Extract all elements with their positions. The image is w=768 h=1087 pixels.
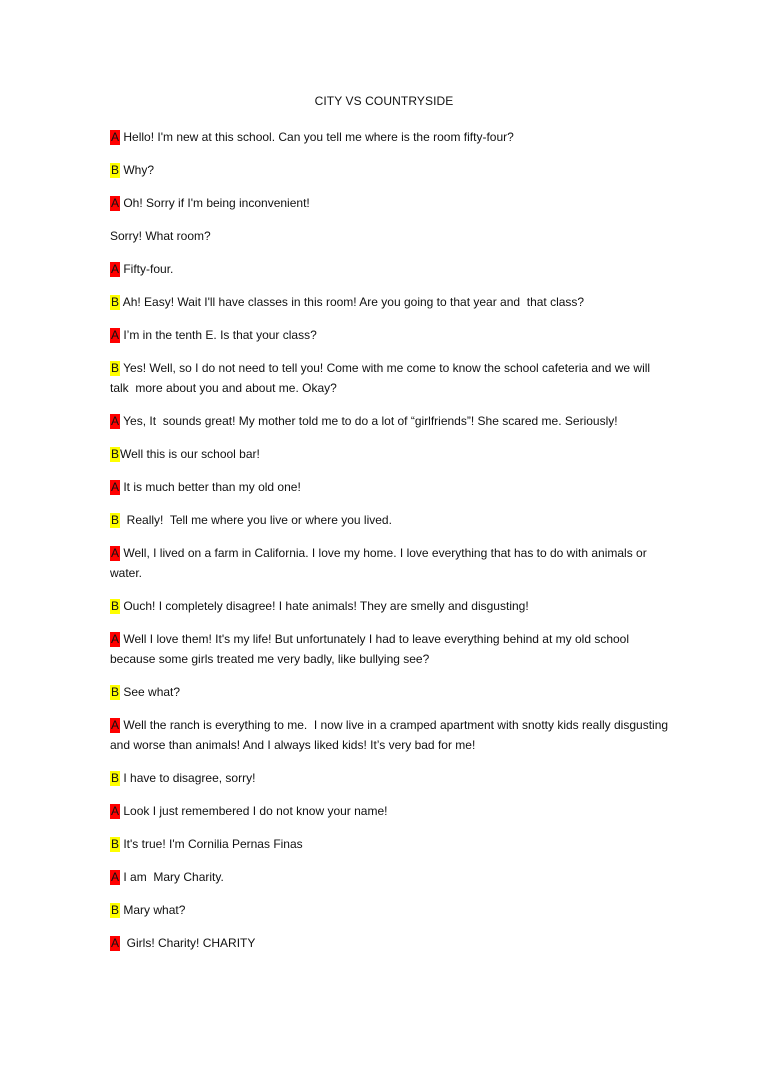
dialogue-text: Ah! Easy! Wait I'll have classes in this room! Are you going to that year and that class? <box>120 295 585 309</box>
speaker-label-a: A <box>111 632 120 646</box>
dialogue-turn <box>110 411 670 431</box>
dialogue-turn <box>110 682 670 702</box>
dialogue-text: Girls! Charity! CHARITY <box>120 936 256 950</box>
dialogue-turn <box>110 477 670 497</box>
dialogue-turn <box>110 900 670 920</box>
speaker-label-a: A <box>111 130 120 144</box>
speaker-label-b: B <box>111 295 120 309</box>
dialogue-turn <box>110 834 670 854</box>
dialogue-text: Really! Tell me where you live or where you lived. <box>120 513 392 527</box>
dialogue-turn <box>110 596 670 616</box>
speaker-label-b: B <box>111 599 120 613</box>
dialogue-turn <box>110 160 670 180</box>
dialogue-text: Oh! Sorry if I'm being inconvenient! <box>120 196 310 210</box>
speaker-label-b: B <box>111 903 120 917</box>
dialogue-text: Fifty-four. <box>120 262 174 276</box>
dialogue-turn <box>110 867 670 887</box>
speaker-label-a: A <box>111 546 120 560</box>
dialogue-text: Mary what? <box>120 903 186 917</box>
dialogue-text: Why? <box>120 163 155 177</box>
dialogue-turn <box>110 193 670 213</box>
dialogue-turn <box>110 933 670 953</box>
dialogue-text: I’m in the tenth E. Is that your class? <box>120 328 317 342</box>
speaker-label-a: A <box>111 804 120 818</box>
dialogue-turn <box>110 801 670 821</box>
dialogue-turn <box>110 444 670 464</box>
speaker-label-b: B <box>111 163 120 177</box>
dialogue-text: It's true! I'm Cornilia Pernas Finas <box>120 837 303 851</box>
document-title: CITY VS COUNTRYSIDE <box>314 94 454 108</box>
dialogue-turn <box>110 292 670 312</box>
dialogue-turn <box>110 510 670 530</box>
dialogue <box>110 127 670 966</box>
dialogue-text: Yes! Well, so I do not need to tell you! Come with me come to know the school cafeteria and we will talk more about you and about me. Okay? <box>110 361 654 395</box>
speaker-label-a: A <box>111 718 120 732</box>
dialogue-text: Yes, It sounds great! My mother told me to do a lot of “girlfriends”! She scared me. Seriously! <box>120 414 618 428</box>
speaker-label-b: B <box>111 361 120 375</box>
speaker-label-a: A <box>111 480 120 494</box>
dialogue-text: See what? <box>120 685 181 699</box>
dialogue-turn <box>110 629 670 669</box>
speaker-label-a: A <box>111 870 120 884</box>
speaker-label-a: A <box>111 196 120 210</box>
dialogue-text: I have to disagree, sorry! <box>120 771 256 785</box>
speaker-label-a: A <box>111 414 120 428</box>
dialogue-turn <box>110 768 670 788</box>
speaker-label-b: B <box>111 447 120 461</box>
speaker-label-a: A <box>111 936 120 950</box>
dialogue-text: Sorry! What room? <box>110 229 211 243</box>
dialogue-text: Hello! I'm new at this school. Can you tell me where is the room fifty-four? <box>120 130 514 144</box>
dialogue-text: Well the ranch is everything to me. I now live in a cramped apartment with snotty kids really disgusting and worse than animals! And I always liked kids! It’s very bad for me! <box>110 718 672 752</box>
dialogue-turn <box>110 259 670 279</box>
dialogue-text: It is much better than my old one! <box>120 480 301 494</box>
speaker-label-a: A <box>111 262 120 276</box>
speaker-label-a: A <box>111 328 120 342</box>
speaker-label-b: B <box>111 771 120 785</box>
dialogue-turn <box>110 543 670 583</box>
dialogue-turn <box>110 358 670 398</box>
dialogue-text: Well, I lived on a farm in California. I love my home. I love everything that has to do with animals or water. <box>110 546 651 580</box>
dialogue-turn <box>110 127 670 147</box>
dialogue-text: Well this is our school bar! <box>120 447 260 461</box>
dialogue-turn <box>110 226 670 246</box>
speaker-label-b: B <box>111 685 120 699</box>
dialogue-text: I am Mary Charity. <box>120 870 224 884</box>
dialogue-text: Well I love them! It's my life! But unfortunately I had to leave everything behind at my old school because some girls treated me very badly, like bullying see? <box>110 632 633 666</box>
speaker-label-b: B <box>111 513 120 527</box>
dialogue-text: Ouch! I completely disagree! I hate animals! They are smelly and disgusting! <box>120 599 529 613</box>
speaker-label-b: B <box>111 837 120 851</box>
dialogue-turn <box>110 325 670 345</box>
dialogue-text: Look I just remembered I do not know your name! <box>120 804 388 818</box>
dialogue-turn <box>110 715 670 755</box>
